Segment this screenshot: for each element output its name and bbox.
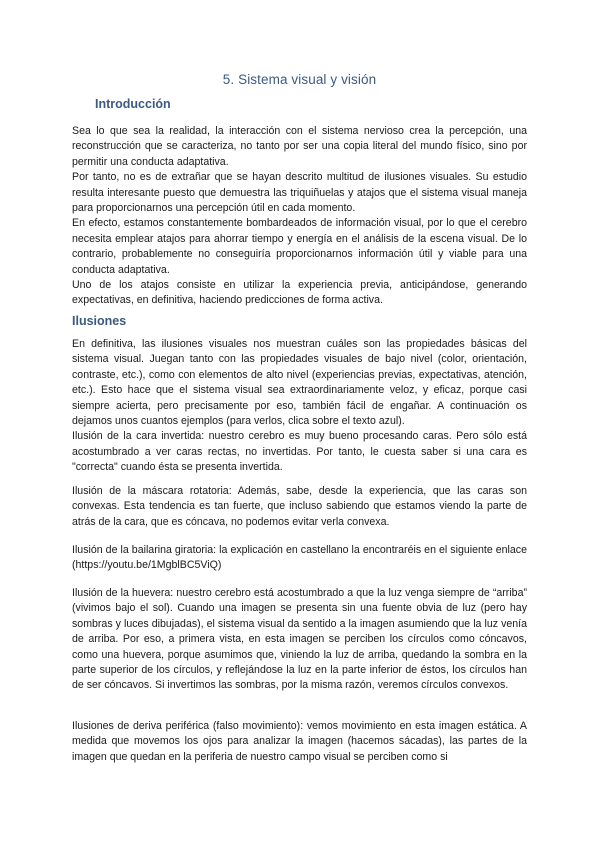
- inverted-face-paragraph: Ilusión de la cara invertida: nuestro cerebro es muy bueno procesando caras. Pero sólo está acostumbrado a ver caras rectas, no invertidas. Por tanto, le cuesta saber si una cara es "correcta" cuando ésta se presenta invertida.: [72, 430, 527, 474]
- drift-illusion-paragraph: Ilusiones de deriva periférica (falso movimiento): vemos movimiento en esta imagen estática. A medida que movemos los ojos para analizar la imagen (hacemos sácadas), las partes de la imagen que quedan en la periferia de nuestro campo visual se perciben como si: [72, 720, 527, 763]
- mask-illusion-paragraph: Ilusión de la máscara rotatoria: Además, sabe, desde la experiencia, que las caras son convexas. Esta tendencia es tan fuerte, que incluso sabiendo que estamos viendo la parte de atrás de la cara, que es cóncava, no podemos evitar verla convexa.: [72, 485, 527, 528]
- intro-paragraph: Sea lo que sea la realidad, la interacción con el sistema nervioso crea la percepción, una reconstrucción que se caracteriza, no tanto por ser una copia literal del mundo físico, sino por permitir una conducta adaptativa.: [72, 125, 527, 168]
- illusions-paragraph: En definitiva, las ilusiones visuales nos muestran cuáles son las propiedades básicas del sistema visual. Juegan tanto con las propiedades visuales de bajo nivel (color, orientación, contraste, etc.), como con elementos de alto nivel (experiencias previas, expectativas, atención, etc.). Esto hace que el sistema visual sea extraordinariamente veloz, y eficaz, porque casi siempre acierta, pero precisamente por eso, también fácil de engañar. A continuación os dejamos unos cuantos ejemplos (para verlos, clica sobre el texto azul).: [72, 338, 527, 428]
- intro-paragraph: Por tanto, no es de extrañar que se hayan descrito multitud de ilusiones visuales. Su estudio resulta interesante puesto que demuestra las triquiñuelas y atajos que el sistema visual maneja para proporcionarnos una percepción útil en cada momento.: [72, 171, 527, 215]
- section-title: 5. Sistema visual y visión: [222, 72, 377, 87]
- intro-text: [72, 124, 527, 309]
- intro-heading: Introducción: [95, 97, 171, 111]
- intro-paragraph: En efecto, estamos constantemente bombardeados de información visual, por lo que el cerebro necesita emplear atajos para ahorrar tiempo y energía en el análisis de la escena visual. De lo contrario, probablemente no conseguiría proporcionarnos información útil y viable para una conducta adaptativa.: [72, 217, 527, 276]
- dancer-illusion-text: [72, 543, 527, 574]
- drift-illusion-text: [72, 719, 527, 765]
- illusions-heading: Ilusiones: [72, 314, 127, 328]
- eggbox-illusion-paragraph: Ilusión de la huevera: nuestro cerebro está acostumbrado a que la luz venga siempre de “arriba” (vivimos bajo el sol). Cuando una imagen se presenta sin una fuente obvia de luz (pero hay sombras y luces dibujadas), el sistema visual da sentido a la imagen asumiendo que la luz venía de arriba. Por eso, a primera vista, en esta imagen se perciben los círculos como cóncavos, como una huevera, porque asumimos que, viniendo la luz de arriba, quedando la sombra en la parte superior de los círculos, y reflejándose la luz en la parte inferior de éstos, los círculos han de ser cóncavos. Si invertimos las sombras, por la misma razón, veremos círculos convexos.: [72, 587, 527, 692]
- intro-paragraph: Uno de los atajos consiste en utilizar la experiencia previa, anticipándose, generando expectativas, en definitiva, haciendo predicciones de forma activa.: [72, 279, 527, 307]
- mask-illusion-text: [72, 484, 527, 530]
- dancer-illusion-paragraph: Ilusión de la bailarina giratoria: la explicación en castellano la encontraréis en el siguiente enlace (https://youtu.be/1MgblBC5ViQ): [72, 544, 527, 572]
- eggbox-illusion-text: [72, 586, 527, 694]
- illusions-intro-text: [72, 337, 527, 476]
